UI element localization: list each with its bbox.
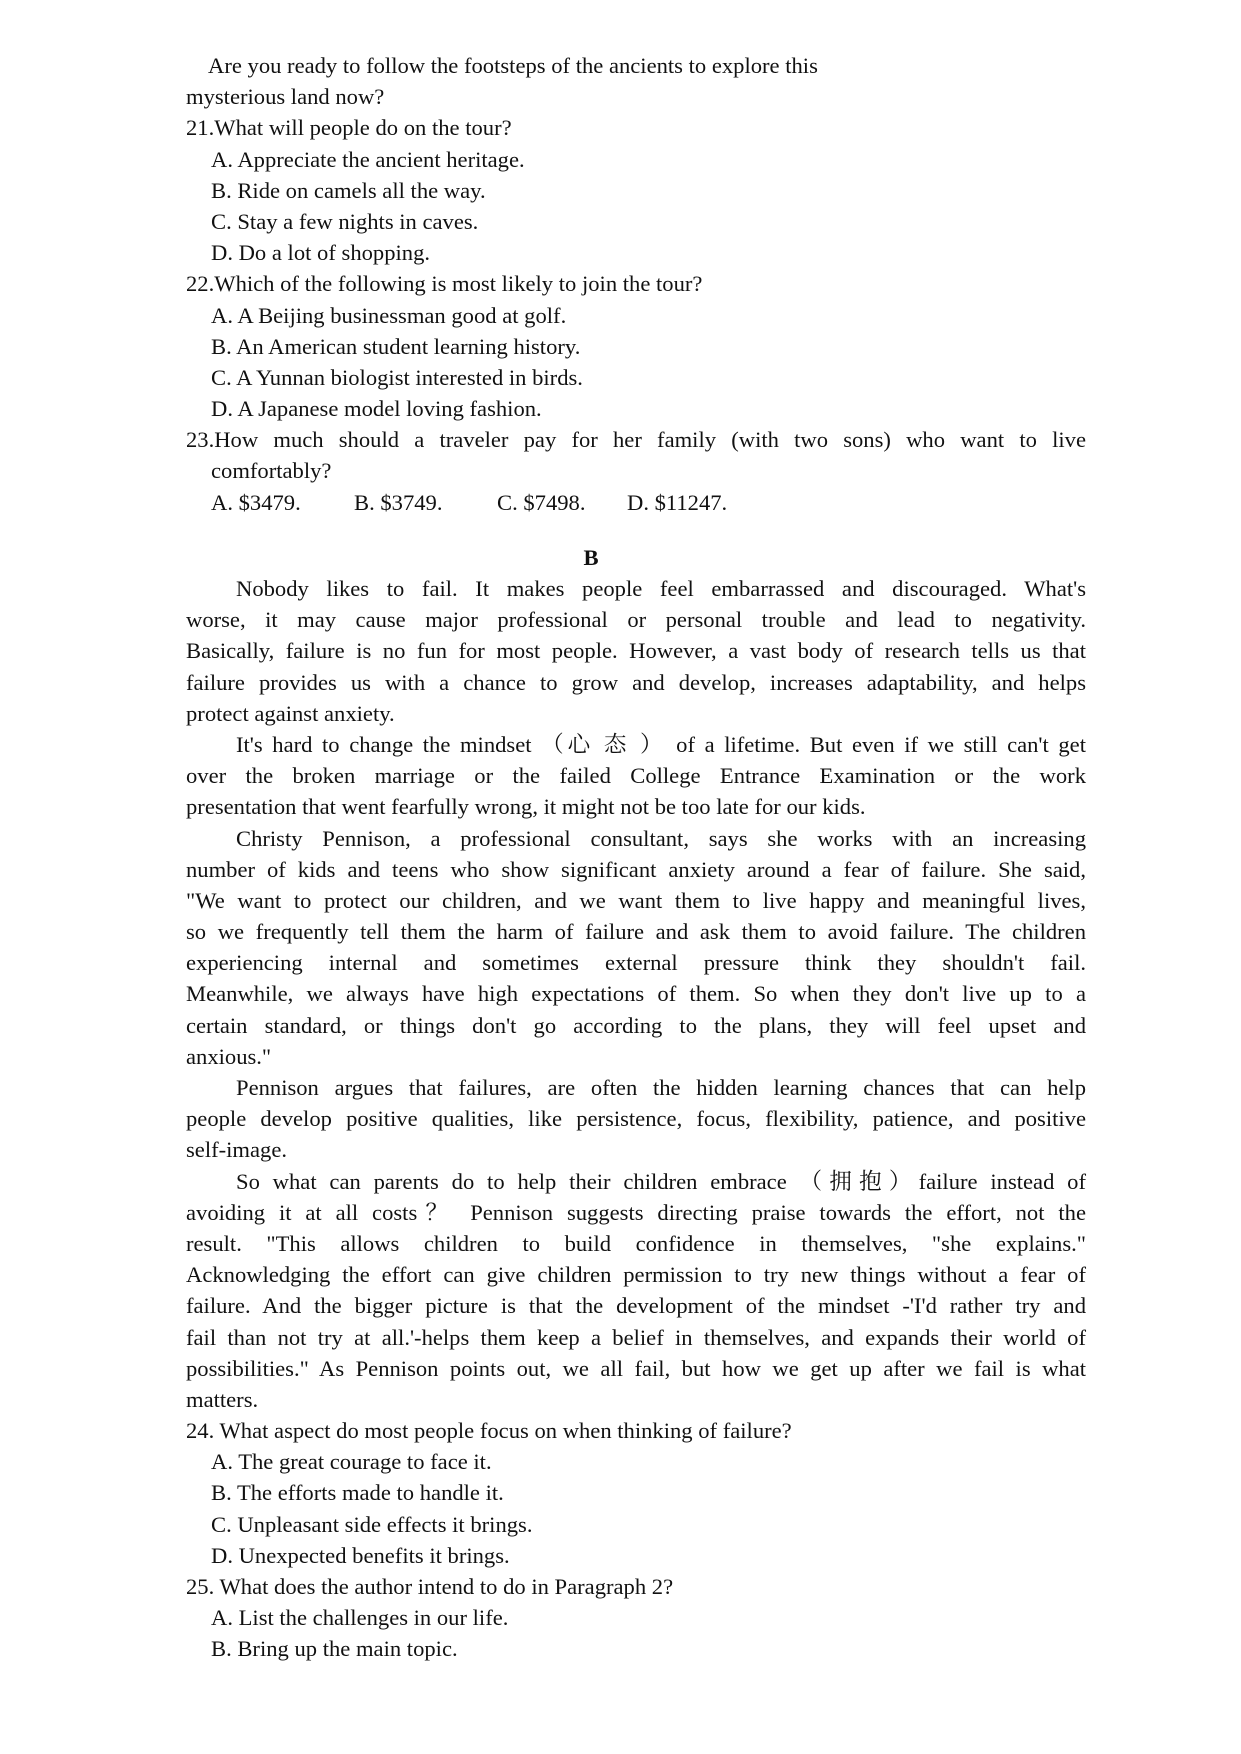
passage-line: possibilities." As Pennison points out, we all fail, but how we get up after we fail is what xyxy=(186,1355,1086,1381)
passage-line: self-image. xyxy=(186,1137,287,1163)
passage-paragraph-4 xyxy=(186,1072,1086,1166)
intro-line-1: Are you ready to follow the footsteps of the ancients to explore this xyxy=(208,53,818,78)
passage-line: So what can parents do to help their children embrace （拥抱）failure instead of xyxy=(236,1168,1086,1194)
question-21-option-b: B. Ride on camels all the way. xyxy=(211,177,486,203)
question-22-option-c: C. A Yunnan biologist interested in birds. xyxy=(211,364,583,390)
question-24 xyxy=(186,1415,1086,1571)
passage-line: presentation that went fearfully wrong, it might not be too late for our kids. xyxy=(186,794,866,820)
passage-line: fail than not try at all.'-helps them keep a belief in themselves, and expands their world of xyxy=(186,1324,1086,1350)
passage-paragraph-1 xyxy=(186,573,1086,729)
question-23-option-a: A. $3479. xyxy=(211,489,301,515)
passage-line: matters. xyxy=(186,1386,259,1412)
question-23-text-line-2: comfortably? xyxy=(211,458,332,484)
passage-line: Acknowledging the effort can give children permission to try new things without a fear of xyxy=(186,1262,1086,1288)
passage-line: people develop positive qualities, like persistence, focus, flexibility, patience, and positive xyxy=(186,1106,1086,1132)
passage-line: number of kids and teens who show significant anxiety around a fear of failure. She said, xyxy=(186,856,1086,882)
section-b-heading: B xyxy=(583,544,599,570)
passage-line: experiencing internal and sometimes external pressure think they shouldn't fail. xyxy=(186,950,1086,976)
question-24-option-b: B. The efforts made to handle it. xyxy=(211,1480,504,1506)
question-25-text: 25. What does the author intend to do in Paragraph 2? xyxy=(186,1574,674,1599)
question-21-option-a: A. Appreciate the ancient heritage. xyxy=(211,146,525,172)
question-23-text-line-1: 23.How much should a traveler pay for her family (with two sons) who want to live xyxy=(186,427,1086,453)
question-21-text: 21.What will people do on the tour? xyxy=(186,115,512,141)
question-23 xyxy=(186,424,1086,518)
question-25-option-b: B. Bring up the main topic. xyxy=(211,1636,458,1662)
passage-line: Meanwhile, we always have high expectations of them. So when they don't live up to a xyxy=(186,981,1086,1007)
intro-line-2: mysterious land now? xyxy=(186,84,385,110)
passage-line: "We want to protect our children, and we want them to live happy and meaningful lives, xyxy=(186,887,1086,913)
passage-paragraph-5 xyxy=(186,1166,1086,1416)
passage-line: avoiding it at all costs？ Pennison suggests directing praise towards the effort, not the xyxy=(186,1199,1086,1225)
passage-line: Nobody likes to fail. It makes people feel embarrassed and discouraged. What's xyxy=(236,576,1086,601)
passage-line: It's hard to change the mindset （心 态 ） of a lifetime. But even if we still can't get xyxy=(236,731,1086,757)
passage-paragraph-2 xyxy=(186,729,1086,823)
question-22-option-a: A. A Beijing businessman good at golf. xyxy=(211,302,567,328)
passage-line: certain standard, or things don't go according to the plans, they will feel upset and xyxy=(186,1012,1086,1038)
question-23-options xyxy=(186,487,1086,518)
passage-line: worse, it may cause major professional or personal trouble and lead to negativity. xyxy=(186,607,1086,633)
question-24-option-a: A. The great courage to face it. xyxy=(211,1449,492,1475)
passage-paragraph-3 xyxy=(186,823,1086,1073)
passage-line: Basically, failure is no fun for most people. However, a vast body of research tells us that xyxy=(186,638,1086,664)
question-24-text: 24. What aspect do most people focus on when thinking of failure? xyxy=(186,1418,792,1444)
passage-line: protect against anxiety. xyxy=(186,700,395,726)
passage-line: Pennison argues that failures, are often the hidden learning chances that can help xyxy=(236,1075,1086,1100)
question-24-option-c: C. Unpleasant side effects it brings. xyxy=(211,1511,533,1537)
question-21 xyxy=(186,112,1086,268)
question-22-option-b: B. An American student learning history. xyxy=(211,333,581,359)
question-22-text: 22.Which of the following is most likely to join the tour? xyxy=(186,271,703,297)
passage-line: failure provides us with a chance to grow and develop, increases adaptability, and helps xyxy=(186,669,1086,695)
question-21-option-d: D. Do a lot of shopping. xyxy=(211,240,431,266)
passage-line: Christy Pennison, a professional consultant, says she works with an increasing xyxy=(236,825,1086,851)
question-23-option-c: C. $7498. xyxy=(497,489,586,515)
passage-line: failure. And the bigger picture is that the development of the mindset -'I'd rather try and xyxy=(186,1293,1086,1319)
passage-line: anxious." xyxy=(186,1043,272,1069)
question-21-option-c: C. Stay a few nights in caves. xyxy=(211,208,479,234)
question-25 xyxy=(186,1571,1086,1665)
question-25-option-a: A. List the challenges in our life. xyxy=(211,1605,509,1631)
passage-b xyxy=(186,573,1086,1415)
question-23-option-b: B. $3749. xyxy=(354,489,443,515)
passage-line: over the broken marriage or the failed College Entrance Examination or the work xyxy=(186,763,1086,789)
question-24-option-d: D. Unexpected benefits it brings. xyxy=(211,1542,510,1568)
passage-line: so we frequently tell them the harm of failure and ask them to avoid failure. The children xyxy=(186,919,1086,945)
question-22-option-d: D. A Japanese model loving fashion. xyxy=(211,396,542,422)
question-23-option-d: D. $11247. xyxy=(627,489,728,515)
question-22 xyxy=(186,268,1086,424)
passage-line: result. "This allows children to build confidence in themselves, "she explains." xyxy=(186,1230,1086,1256)
exam-page xyxy=(186,50,1086,1665)
